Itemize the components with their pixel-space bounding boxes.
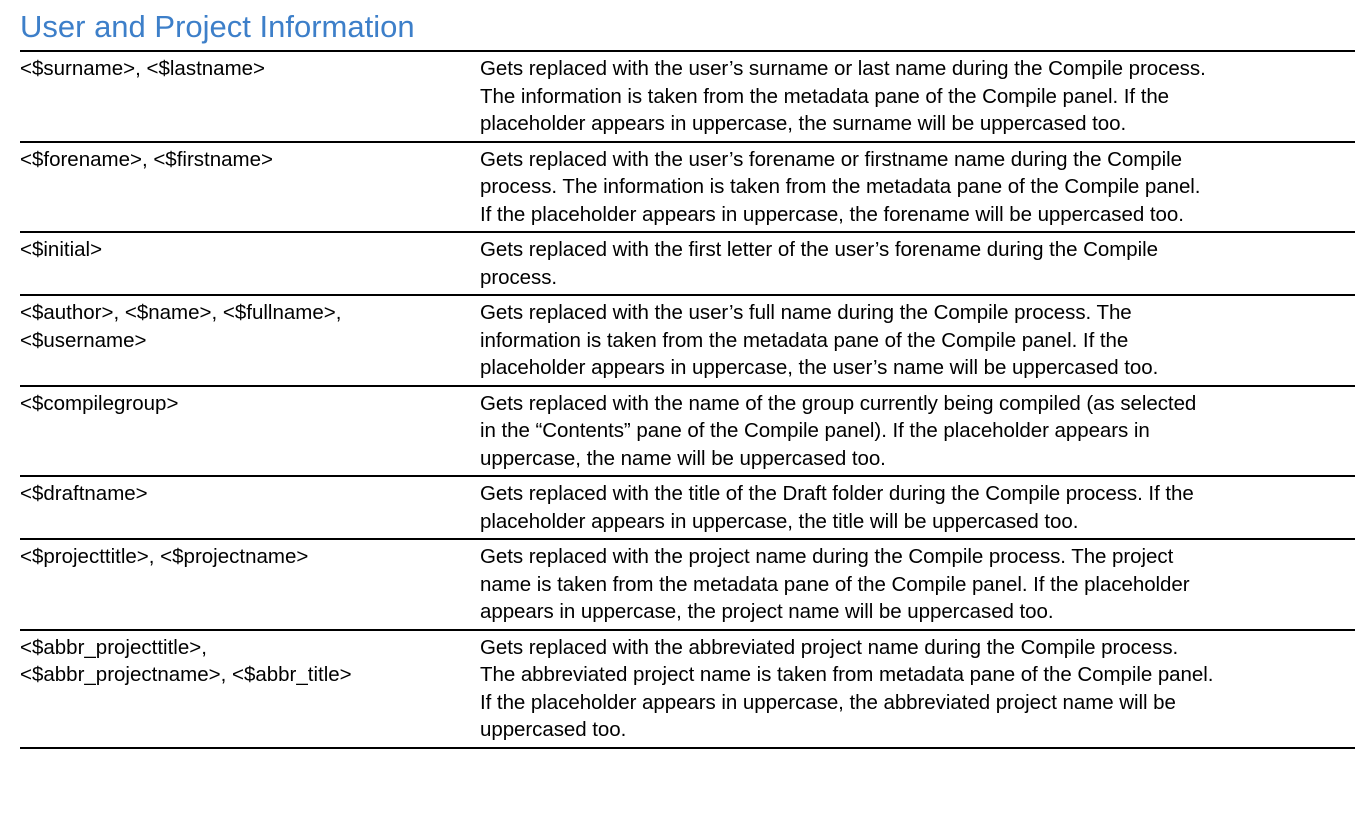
table-row	[20, 296, 1355, 387]
description-line: Gets replaced with the abbreviated project name during the Compile process.	[480, 635, 1179, 659]
placeholder-name: <$projecttitle>, <$projectname>	[20, 545, 309, 568]
section-title: User and Project Information	[20, 9, 415, 44]
description-line: If the placeholder appears in uppercase, the abbreviated project name will be	[480, 690, 1176, 714]
placeholder-description	[480, 634, 1355, 744]
table-row	[20, 631, 1355, 749]
table-row	[20, 387, 1355, 478]
description-line: Gets replaced with the user’s forename or firstname name during the Compile	[480, 147, 1182, 171]
description-line: Gets replaced with the title of the Draft folder during the Compile process. If the	[480, 482, 1194, 505]
placeholder-description	[480, 146, 1355, 229]
table-row	[20, 540, 1355, 631]
placeholder-description	[480, 480, 1355, 535]
description-line: in the “Contents” pane of the Compile panel). If the placeholder appears in	[480, 419, 1150, 442]
placeholder-name: <$draftname>	[20, 482, 148, 505]
description-line: placeholder appears in uppercase, the title will be uppercased too.	[480, 509, 1079, 533]
description-line: Gets replaced with the user’s surname or last name during the Compile process.	[480, 57, 1206, 80]
placeholder-description	[480, 543, 1355, 626]
description-line: Gets replaced with the first letter of the user’s forename during the Compile	[480, 238, 1158, 261]
placeholder-name	[20, 634, 480, 744]
placeholder-line: <$abbr_projectname>, <$abbr_title>	[20, 663, 352, 686]
description-line: name is taken from the metadata pane of the Compile panel. If the placeholder	[480, 572, 1190, 596]
placeholder-line: <$abbr_projecttitle>,	[20, 635, 207, 659]
description-line: If the placeholder appears in uppercase, the forename will be uppercased too.	[480, 202, 1184, 226]
description-line: information is taken from the metadata pane of the Compile panel. If the	[480, 328, 1129, 352]
description-line: Gets replaced with the project name during the Compile process. The project	[480, 545, 1174, 568]
placeholder-name: <$forename>, <$firstname>	[20, 147, 273, 171]
placeholder-description	[480, 390, 1355, 473]
placeholder-line: <$author>, <$name>, <$fullname>,	[20, 301, 342, 324]
placeholder-description	[480, 55, 1355, 138]
document-page	[20, 8, 1355, 749]
placeholder-name: <$initial>	[20, 238, 103, 261]
description-line: uppercase, the name will be uppercased too.	[480, 446, 886, 470]
table-row	[20, 233, 1355, 296]
description-line: process.	[480, 265, 558, 289]
placeholder-line: <$username>	[20, 328, 147, 352]
placeholder-name	[20, 299, 480, 382]
description-line: Gets replaced with the user’s full name during the Compile process. The	[480, 301, 1132, 324]
table-row	[20, 143, 1355, 234]
description-line: uppercased too.	[480, 718, 627, 741]
description-line: appears in uppercase, the project name will be uppercased too.	[480, 600, 1054, 623]
placeholder-name: <$surname>, <$lastname>	[20, 57, 266, 80]
placeholder-name: <$compilegroup>	[20, 391, 179, 415]
placeholder-description	[480, 299, 1355, 382]
description-line: placeholder appears in uppercase, the surname will be uppercased too.	[480, 112, 1127, 135]
description-line: The abbreviated project name is taken from metadata pane of the Compile panel.	[480, 663, 1214, 686]
placeholder-table	[20, 52, 1355, 749]
description-line: placeholder appears in uppercase, the user’s name will be uppercased too.	[480, 356, 1159, 379]
description-line: Gets replaced with the name of the group currently being compiled (as selected	[480, 391, 1197, 415]
description-line: The information is taken from the metadata pane of the Compile panel. If the	[480, 84, 1170, 108]
table-row	[20, 477, 1355, 540]
placeholder-description	[480, 236, 1355, 291]
description-line: process. The information is taken from the metadata pane of the Compile panel.	[480, 175, 1201, 198]
table-row	[20, 52, 1355, 143]
